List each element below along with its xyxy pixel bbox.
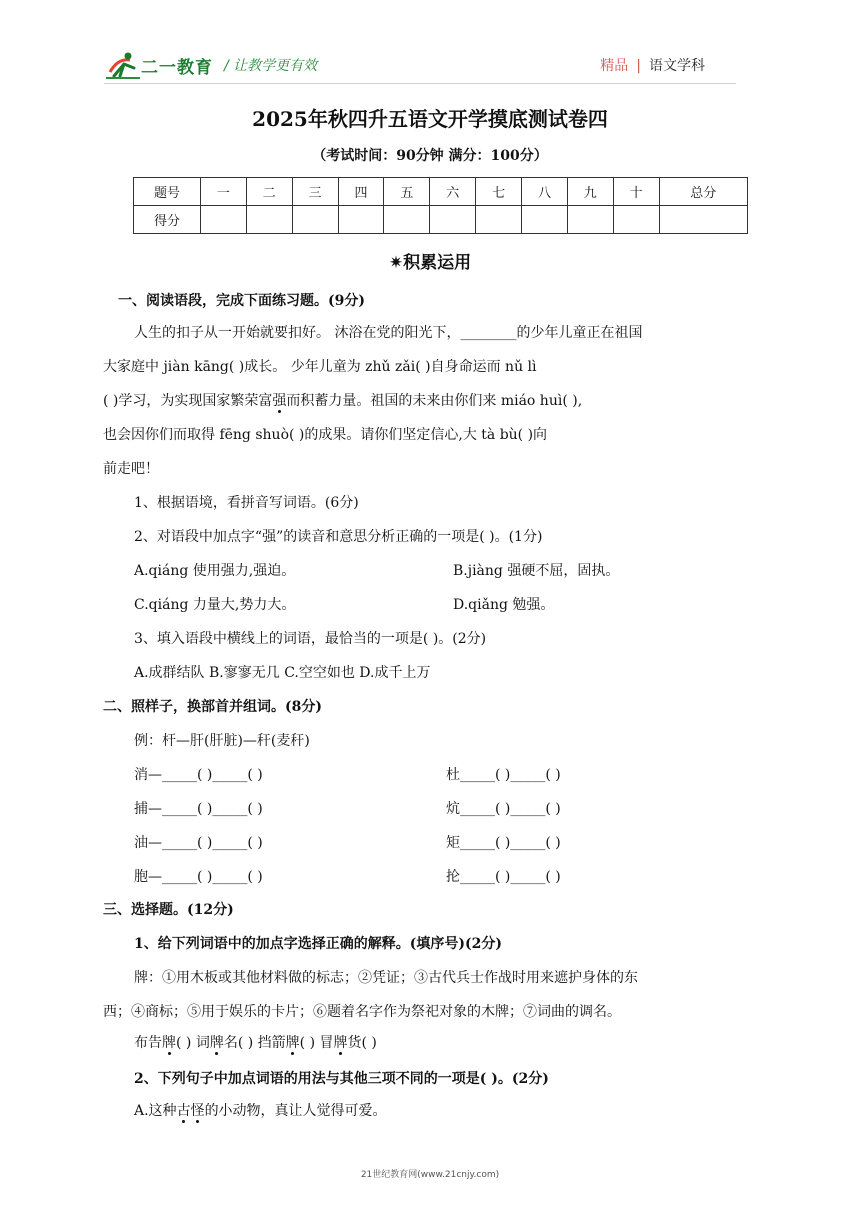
text-run: ( ) [299, 1035, 320, 1051]
q3-sub-question: 1、给下列词语中的加点字选择正确的解释。(填序号)(2分) [134, 936, 502, 952]
score-input-cell[interactable] [292, 206, 338, 234]
table-cell: 一 [201, 178, 247, 206]
dotted-char: 强 [272, 393, 287, 409]
dotted-char: 牌 [285, 1035, 300, 1051]
q2-item: 胞—_____( )_____( ) [134, 869, 263, 885]
page-title: 2025年秋四升五语文开学摸底测试卷四 [252, 107, 608, 131]
text-run: 的小动物，真让人觉得可爱。 [204, 1103, 387, 1119]
text-run: 词 [195, 1035, 210, 1051]
q3-definition-line: 牌：①用木板或其他材料做的标志；②凭证；③古代兵士作战时用来遮护身体的东 [134, 970, 638, 986]
table-cell: 四 [338, 178, 384, 206]
q2-example: 例：杆—肝(肝脏)—秆(麦秆) [134, 733, 310, 749]
q3-word-list [134, 1032, 377, 1052]
page-header [0, 0, 860, 95]
divider: | [636, 58, 641, 74]
q1-options: A.成群结队 B.寥寥无几 C.空空如也 D.成千上万 [134, 665, 431, 681]
score-input-cell[interactable] [476, 206, 522, 234]
q2-heading: 二、照样子，换部首并组词。(8分) [103, 699, 322, 715]
q1-sub-question: 1、根据语境，看拼音写词语。(6分) [134, 495, 359, 511]
q3-definition-line: 西；④商标；⑤用于娱乐的卡片；⑥题着名字作为祭祀对象的木牌；⑦词曲的调名。 [103, 1004, 621, 1020]
score-input-cell[interactable] [659, 206, 747, 234]
dotted-char: 牌 [209, 1035, 224, 1051]
text-run: A.这种 [134, 1103, 177, 1119]
q2-item: 杜_____( )_____( ) [446, 767, 561, 783]
table-cell: 六 [430, 178, 476, 206]
option-d: D.qiǎng 勉强。 [453, 597, 555, 613]
table-cell: 十 [613, 178, 659, 206]
text-run: 货( ) [347, 1035, 377, 1051]
q1-passage-line: 大家庭中 jiàn kāng( )成长。 少年儿童为 zhǔ zǎi( )自身命运而 nǔ lì [103, 359, 537, 375]
score-input-cell[interactable] [246, 206, 292, 234]
score-input-cell[interactable] [338, 206, 384, 234]
text-run: ( )学习，为实现国家繁荣富 [103, 393, 273, 409]
q1-heading: 一、阅读语段，完成下面练习题。(9分) [118, 293, 365, 309]
table-cell: 总分 [659, 178, 747, 206]
dotted-char: 牌 [333, 1035, 348, 1051]
text-run: 而积蓄力量。祖国的未来由你们来 miáo huì( ), [286, 393, 583, 409]
score-input-cell[interactable] [384, 206, 430, 234]
q1-passage-line: 也会因你们而取得 fēng shuò( )的成果。请你们坚定信心,大 tà bù( )向 [103, 427, 548, 443]
table-cell: 三 [292, 178, 338, 206]
text-run: 挡箭 [257, 1035, 286, 1051]
logo-text: 二一教育 [141, 58, 213, 78]
option-c: C.qiáng 力量大,势力大。 [134, 597, 296, 613]
q3-option-a [134, 1100, 387, 1120]
table-cell: 二 [246, 178, 292, 206]
q2-item: 抡_____( )_____( ) [446, 869, 561, 885]
q2-item: 油—_____( )_____( ) [134, 835, 263, 851]
table-cell: 题号 [134, 178, 201, 206]
score-table-header-row [134, 178, 748, 206]
q3-sub-question: 2、下列句子中加点词语的用法与其他三项不同的一项是( )。(2分) [134, 1071, 549, 1087]
q2-item: 矩_____( )_____( ) [446, 835, 561, 851]
score-input-cell[interactable] [430, 206, 476, 234]
dotted-char: 古 [176, 1103, 191, 1119]
table-cell: 得分 [134, 206, 201, 234]
table-cell: 八 [522, 178, 568, 206]
q1-passage-line: 前走吧！ [103, 461, 159, 477]
section-title: ✷积累运用 [388, 253, 472, 273]
slogan: / 让教学更有效 [224, 58, 318, 74]
text-run: 布告 [134, 1035, 162, 1051]
score-input-cell[interactable] [522, 206, 568, 234]
score-input-cell[interactable] [613, 206, 659, 234]
q2-item: 捕—_____( )_____( ) [134, 801, 263, 817]
q2-item: 消—_____( )_____( ) [134, 767, 263, 783]
table-cell: 九 [567, 178, 613, 206]
text-run: ( ) [176, 1035, 196, 1051]
q1-passage-line [103, 390, 582, 410]
dotted-char: 牌 [162, 1035, 176, 1051]
table-cell: 五 [384, 178, 430, 206]
q1-passage-line: 人生的扣子从一开始就要扣好。 沐浴在党的阳光下，________的少年儿童正在祖国 [134, 325, 643, 341]
score-table [133, 177, 748, 234]
score-input-cell[interactable] [567, 206, 613, 234]
q1-sub-question: 2、对语段中加点字“强”的读音和意思分析正确的一项是( )。(1分) [134, 529, 543, 545]
subject-tag: 语文学科 [649, 58, 705, 74]
dotted-char: 怪 [190, 1103, 205, 1119]
option-a: A.qiáng 使用强力,强迫。 [134, 563, 296, 579]
exam-info: （考试时间：90分钟 满分：100分） [312, 148, 548, 164]
table-cell: 七 [476, 178, 522, 206]
q2-item: 炕_____( )_____( ) [446, 801, 561, 817]
header-tags [600, 55, 705, 75]
score-input-cell[interactable] [201, 206, 247, 234]
option-b: B.jiàng 强硬不屈，固执。 [453, 563, 620, 579]
quality-tag: 精品 [600, 58, 629, 74]
q1-sub-question: 3、填入语段中横线上的词语，最恰当的一项是( )。(2分) [134, 631, 487, 647]
q3-heading: 三、选择题。(12分) [103, 902, 234, 918]
text-run: 冒 [319, 1035, 334, 1051]
header-divider [104, 83, 736, 84]
page-footer: 21世纪教育网(www.21cnjy.com) [360, 1170, 500, 1180]
text-run: 名( ) [223, 1035, 258, 1051]
score-table-score-row [134, 206, 748, 234]
